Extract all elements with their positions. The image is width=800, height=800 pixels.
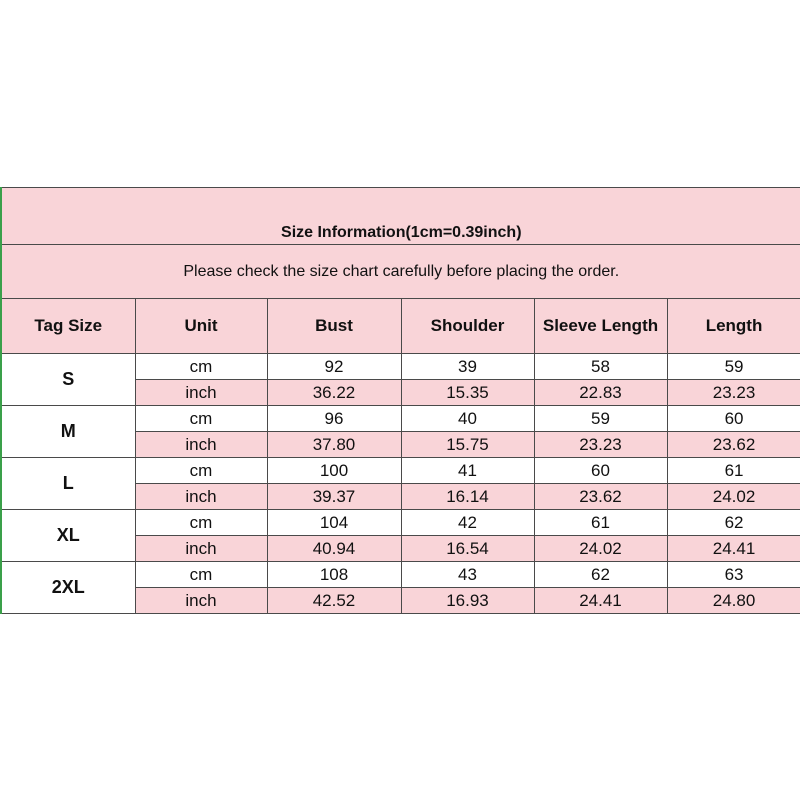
unit-cell: cm [135,406,267,432]
unit-cell: cm [135,562,267,588]
size-chart-table [0,187,800,614]
length-cell: 24.41 [667,536,800,562]
sleeve-length-cell: 59 [534,406,667,432]
bust-cell: 104 [267,510,401,536]
shoulder-cell: 41 [401,458,534,484]
sleeve-length-cell: 23.62 [534,484,667,510]
length-cell: 61 [667,458,800,484]
unit-cell: inch [135,536,267,562]
table-title: Size Information(1cm=0.39inch) [1,188,800,245]
length-cell: 23.62 [667,432,800,458]
title-row [1,188,800,245]
tag-size-cell: S [1,354,135,406]
note-row [1,245,800,299]
sleeve-length-cell: 24.02 [534,536,667,562]
bust-cell: 40.94 [267,536,401,562]
unit-cell: cm [135,354,267,380]
bust-cell: 92 [267,354,401,380]
unit-cell: inch [135,588,267,614]
sleeve-length-cell: 23.23 [534,432,667,458]
sleeve-length-cell: 24.41 [534,588,667,614]
length-cell: 24.80 [667,588,800,614]
length-cell: 24.02 [667,484,800,510]
tag-size-cell: 2XL [1,562,135,614]
unit-cell: inch [135,432,267,458]
header-length: Length [667,299,800,354]
table-row [1,510,800,536]
unit-cell: inch [135,380,267,406]
bust-cell: 37.80 [267,432,401,458]
shoulder-cell: 39 [401,354,534,380]
shoulder-cell: 15.35 [401,380,534,406]
tag-size-cell: M [1,406,135,458]
sleeve-length-cell: 60 [534,458,667,484]
length-cell: 23.23 [667,380,800,406]
bust-cell: 108 [267,562,401,588]
bust-cell: 96 [267,406,401,432]
shoulder-cell: 40 [401,406,534,432]
header-sleeve-length: Sleeve Length [534,299,667,354]
unit-cell: inch [135,484,267,510]
unit-cell: cm [135,458,267,484]
table-row [1,406,800,432]
shoulder-cell: 15.75 [401,432,534,458]
table-row [1,458,800,484]
sleeve-length-cell: 62 [534,562,667,588]
size-rows [1,354,800,614]
shoulder-cell: 16.54 [401,536,534,562]
sleeve-length-cell: 58 [534,354,667,380]
tag-size-cell: XL [1,510,135,562]
header-row [1,299,800,354]
header-shoulder: Shoulder [401,299,534,354]
unit-cell: cm [135,510,267,536]
shoulder-cell: 16.93 [401,588,534,614]
length-cell: 60 [667,406,800,432]
length-cell: 59 [667,354,800,380]
table-row [1,354,800,380]
bust-cell: 36.22 [267,380,401,406]
sleeve-length-cell: 61 [534,510,667,536]
header-unit: Unit [135,299,267,354]
table-row [1,562,800,588]
length-cell: 62 [667,510,800,536]
bust-cell: 100 [267,458,401,484]
table-note: Please check the size chart carefully before placing the order. [1,245,800,299]
length-cell: 63 [667,562,800,588]
bust-cell: 39.37 [267,484,401,510]
shoulder-cell: 16.14 [401,484,534,510]
shoulder-cell: 42 [401,510,534,536]
header-tag-size: Tag Size [1,299,135,354]
shoulder-cell: 43 [401,562,534,588]
tag-size-cell: L [1,458,135,510]
sleeve-length-cell: 22.83 [534,380,667,406]
bust-cell: 42.52 [267,588,401,614]
header-bust: Bust [267,299,401,354]
